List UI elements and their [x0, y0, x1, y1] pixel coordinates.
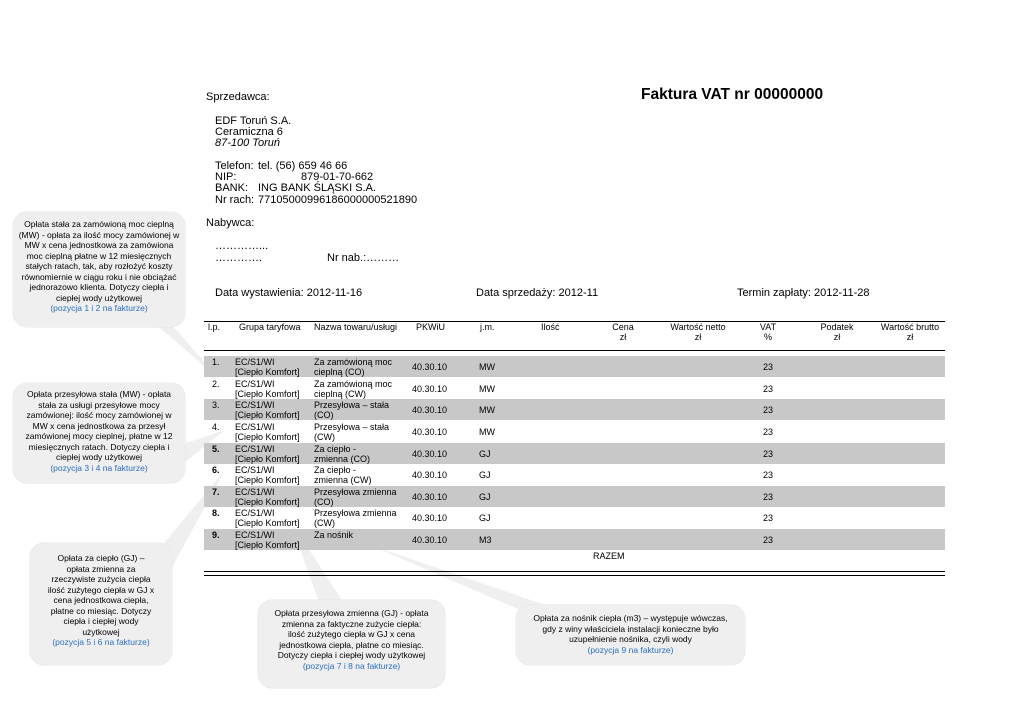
row-group — [235, 422, 300, 442]
row-name-line2: (CW) — [314, 432, 335, 442]
row-name-line1: Za zamówioną moc — [314, 357, 393, 367]
callout-line: (MW) - opłata za ilość mocy zamówionej w — [18, 229, 180, 240]
col-header-vat-line1: VAT — [759, 322, 777, 332]
callout-fixed-capacity — [13, 212, 185, 327]
col-header-price — [603, 322, 643, 342]
issue-date: Data wystawienia: 2012-11-16 — [215, 287, 363, 299]
bank-label: BANK: — [215, 182, 249, 194]
table-row — [204, 529, 945, 550]
callout-line: Opłata stała za zamówioną moc cieplną — [24, 219, 174, 229]
row-group-line2: [Ciepło Komfort] — [235, 367, 300, 377]
row-vat: 23 — [763, 513, 774, 523]
col-header-net — [666, 322, 730, 342]
row-group-line2: [Ciepło Komfort] — [235, 454, 300, 464]
row-group — [235, 400, 300, 420]
row-unit: MW — [479, 384, 495, 394]
callout-reference: (pozycja 7 i 8 na fakturze) — [302, 660, 401, 671]
col-header-gross-line2: zł — [906, 332, 914, 342]
callout-line: Dotyczy ciepła i ciepłej wody użytkowej — [277, 650, 426, 660]
row-group — [235, 444, 300, 464]
bank-value: ING BANK ŚLĄSKI S.A. — [258, 182, 376, 194]
row-name-line1: Przesyłowa – stała — [314, 422, 390, 432]
buyer-line-1: …………... — [215, 240, 269, 252]
row-group-line2: [Ciepło Komfort] — [235, 497, 300, 507]
row-name — [314, 379, 392, 399]
row-pkwiu: 40.30.10 — [412, 449, 448, 459]
row-name-line1: Przesyłowa zmienna — [314, 508, 397, 518]
row-group-line1: EC/S1/WI — [235, 530, 275, 540]
row-vat: 23 — [763, 535, 774, 545]
col-header-tax-line2: zł — [833, 332, 841, 342]
callout-line: Opłata za nośnik ciepła (m3) – występuje wówczas, — [533, 613, 728, 623]
row-pkwiu: 40.30.10 — [412, 405, 448, 415]
callout-line: równomiernie w ciągu roku i nie obciążać — [21, 271, 177, 282]
callout-line: stała za usługi przesyłowe mocy — [38, 399, 160, 410]
row-vat: 23 — [763, 470, 774, 480]
row-number: 3. — [212, 400, 220, 410]
callout-line: jednorazowo klienta. Dotyczy ciepła i — [29, 282, 169, 292]
row-name — [314, 357, 392, 377]
row-name-line1: Za ciepło - — [314, 444, 357, 454]
buyer-line-2: …………. — [215, 252, 263, 264]
buyer-label: Nabywca: — [206, 217, 255, 229]
callout-line: MW x cena jednostkowa za przesył — [32, 420, 166, 431]
row-name — [314, 400, 389, 420]
callout-line: stałych ratach, tak, aby rozłożyć koszty — [25, 261, 173, 271]
row-group-line1: EC/S1/WI — [235, 379, 275, 389]
row-name — [314, 530, 353, 540]
table-row — [204, 378, 945, 399]
invoice-title: Faktura VAT nr 00000000 — [641, 86, 824, 103]
phone-label: Telefon: — [215, 160, 254, 172]
row-vat: 23 — [763, 449, 774, 459]
row-name-line1: Przesyłowa zmienna — [314, 487, 397, 497]
row-vat: 23 — [763, 362, 774, 372]
callout-carrier — [516, 605, 745, 665]
row-number: 4. — [212, 422, 220, 432]
callout-line: cena jednostkowa ciepła, — [53, 595, 149, 605]
callout-line: zamówionej: ilość mocy zamówionej w — [26, 410, 172, 420]
table-row — [204, 421, 945, 442]
table-row — [204, 443, 945, 464]
row-group-line1: EC/S1/WI — [235, 444, 275, 454]
row-group-line2: [Ciepło Komfort] — [235, 410, 300, 420]
col-header-group: Grupa taryfowa — [239, 322, 301, 332]
col-header-qty: Ilość — [541, 322, 560, 332]
row-unit: MW — [479, 362, 495, 372]
row-vat: 23 — [763, 405, 774, 415]
row-group-line2: [Ciepło Komfort] — [235, 540, 300, 550]
row-name — [314, 487, 397, 507]
row-name — [314, 508, 397, 528]
callout-line: uzupełnienie nośnika, czyli wody — [569, 634, 692, 644]
row-group — [235, 465, 300, 485]
row-group-line1: EC/S1/WI — [235, 508, 275, 518]
col-header-tax — [815, 322, 859, 342]
row-number: 2. — [212, 379, 220, 389]
nip-label: NIP: — [215, 171, 237, 183]
callout-line: ilość zużytego ciepła w GJ x cena — [287, 629, 416, 639]
callout-line: miesięcznych ratach. Dotyczy ciepła i — [28, 441, 170, 452]
callout-line: opłata zmienna za — [66, 563, 136, 574]
row-vat: 23 — [763, 427, 774, 437]
col-header-price-line2: zł — [619, 332, 627, 342]
callout-line: gdy z winy właściciela instalacji konieczne było — [542, 623, 719, 634]
seller-street: Ceramiczna 6 — [215, 126, 283, 138]
callout-line: płatne co miesiąc. Dotyczy — [50, 605, 152, 616]
row-name-line2: (CO) — [314, 497, 334, 507]
sale-date: Data sprzedaży: 2012-11 — [476, 287, 599, 299]
row-number: 5. — [212, 444, 220, 454]
callout-line: MW x cena jednostkowa za zamówiona — [24, 240, 174, 250]
row-pkwiu: 40.30.10 — [412, 470, 448, 480]
row-name — [314, 444, 370, 464]
col-header-net-line2: zł — [694, 332, 702, 342]
row-group-line2: [Ciepło Komfort] — [235, 475, 300, 485]
row-group-line1: EC/S1/WI — [235, 465, 275, 475]
row-name-line1: Za zamówioną moc — [314, 379, 393, 389]
row-number: 9. — [212, 530, 220, 540]
callout-line: zmienna za faktyczne zużycie ciepła: — [281, 618, 422, 629]
row-name-line2: (CO) — [314, 410, 334, 420]
row-pkwiu: 40.30.10 — [412, 384, 448, 394]
row-unit: MW — [479, 427, 495, 437]
row-group-line2: [Ciepło Komfort] — [235, 432, 300, 442]
row-name — [314, 422, 389, 442]
due-date: Termin zapłaty: 2012-11-28 — [737, 287, 870, 299]
callout-reference: (pozycja 3 i 4 na fakturze) — [50, 462, 148, 473]
row-name-line2: zmienna (CO) — [314, 454, 371, 464]
table-header-rule — [204, 350, 945, 351]
col-header-lp: l.p. — [208, 322, 221, 332]
col-header-price-line1: Cena — [612, 322, 634, 332]
row-pkwiu: 40.30.10 — [412, 513, 448, 523]
row-unit: GJ — [479, 513, 491, 523]
row-unit: M3 — [479, 535, 492, 545]
callout-heat — [30, 543, 172, 665]
col-header-tax-line1: Podatek — [820, 322, 854, 332]
row-number: 7. — [212, 487, 220, 497]
table-row — [204, 464, 945, 485]
row-name-line2: cieplną (CW) — [314, 389, 367, 399]
callout-fixed-transmission — [13, 383, 185, 483]
row-group — [235, 357, 300, 377]
row-vat: 23 — [763, 492, 774, 502]
seller-city: 87-100 Toruń — [215, 137, 281, 149]
row-pkwiu: 40.30.10 — [412, 427, 448, 437]
callout-reference: (pozycja 1 i 2 na fakturze) — [50, 303, 148, 313]
callout-line: ciepła i ciepłej wody — [63, 616, 139, 626]
row-name-line1: Za ciepło - — [314, 465, 357, 475]
table-row — [204, 356, 945, 377]
col-header-vat-line2: % — [763, 332, 772, 342]
col-header-net-line1: Wartość netto — [670, 322, 726, 332]
row-unit: GJ — [479, 449, 491, 459]
row-number: 1. — [212, 357, 220, 367]
callout-line: zamówionej mocy cieplnej, płatne w 12 — [25, 431, 173, 441]
row-group — [235, 487, 300, 507]
col-header-gross-line1: Wartość brutto — [880, 322, 940, 332]
callout-line: rzeczywiste zużycia ciepła — [51, 574, 151, 584]
callout-line: ciepłej wody użytkowej — [56, 452, 142, 462]
row-name — [314, 465, 372, 485]
col-header-gross — [878, 322, 942, 342]
row-group — [235, 379, 300, 399]
row-group-line2: [Ciepło Komfort] — [235, 518, 300, 528]
row-pkwiu: 40.30.10 — [412, 492, 448, 502]
callout-line: Opłata przesyłowa stała (MW) - opłata — [26, 389, 172, 399]
table-bottom-rule-double — [204, 575, 945, 576]
row-name-line1: Przesyłowa – stała — [314, 400, 390, 410]
seller-name: EDF Toruń S.A. — [215, 115, 292, 127]
row-number: 6. — [212, 465, 220, 475]
callout-line: jednostkowa ciepła, płatne co miesiąc. — [279, 639, 424, 650]
row-unit: GJ — [479, 492, 491, 502]
row-pkwiu: 40.30.10 — [412, 362, 448, 372]
total-label: RAZEM — [593, 551, 625, 561]
row-number: 8. — [212, 508, 220, 518]
account-value: 77105000996186000000521890 — [258, 194, 418, 206]
callout-variable-transmission — [258, 600, 445, 688]
callout-line: ciepłej wody użytkowej — [56, 292, 142, 303]
phone-value: tel. (56) 659 46 66 — [258, 160, 348, 172]
table-row — [204, 507, 945, 528]
callout-reference: (pozycja 9 na fakturze) — [587, 644, 674, 655]
callout-line: użytkowej — [82, 626, 120, 637]
col-header-pkwiu: PKWiU — [416, 322, 445, 332]
row-name-line1: Za nośnik — [314, 530, 354, 540]
row-group — [235, 530, 300, 550]
row-name-line2: (CW) — [314, 518, 335, 528]
callout-line: Opłata za ciepło (GJ) – — [57, 553, 145, 563]
row-group — [235, 508, 300, 528]
row-name-line2: cieplną (CO) — [314, 367, 365, 377]
table-bottom-rule — [204, 571, 945, 572]
seller-label: Sprzedawca: — [206, 91, 270, 103]
account-label: Nr rach: — [215, 194, 255, 206]
row-group-line1: EC/S1/WI — [235, 422, 275, 432]
row-group-line1: EC/S1/WI — [235, 357, 275, 367]
buyer-nr-nab: Nr nab.:……… — [327, 252, 400, 264]
col-header-jm: j.m. — [480, 322, 495, 332]
callout-line: moc cieplną płatne w 12 miesięcznych — [26, 250, 172, 261]
row-name-line2: zmienna (CW) — [314, 475, 372, 485]
row-vat: 23 — [763, 384, 774, 394]
col-header-vat — [752, 322, 784, 342]
row-group-line2: [Ciepło Komfort] — [235, 389, 300, 399]
row-group-line1: EC/S1/WI — [235, 400, 275, 410]
table-row — [204, 486, 945, 507]
callout-line: ilość zużytego ciepła w GJ x — [47, 584, 155, 595]
callout-line: Opłata przesyłowa zmienna (GJ) - opłata — [274, 608, 429, 618]
callout-reference: (pozycja 5 i 6 na fakturze) — [52, 637, 150, 647]
col-header-name: Nazwa towaru/usługi — [314, 322, 398, 332]
row-group-line1: EC/S1/WI — [235, 487, 275, 497]
nip-value: 879-01-70-662 — [301, 171, 374, 183]
row-unit: MW — [479, 405, 495, 415]
row-pkwiu: 40.30.10 — [412, 535, 448, 545]
row-unit: GJ — [479, 470, 491, 480]
table-row — [204, 399, 945, 420]
